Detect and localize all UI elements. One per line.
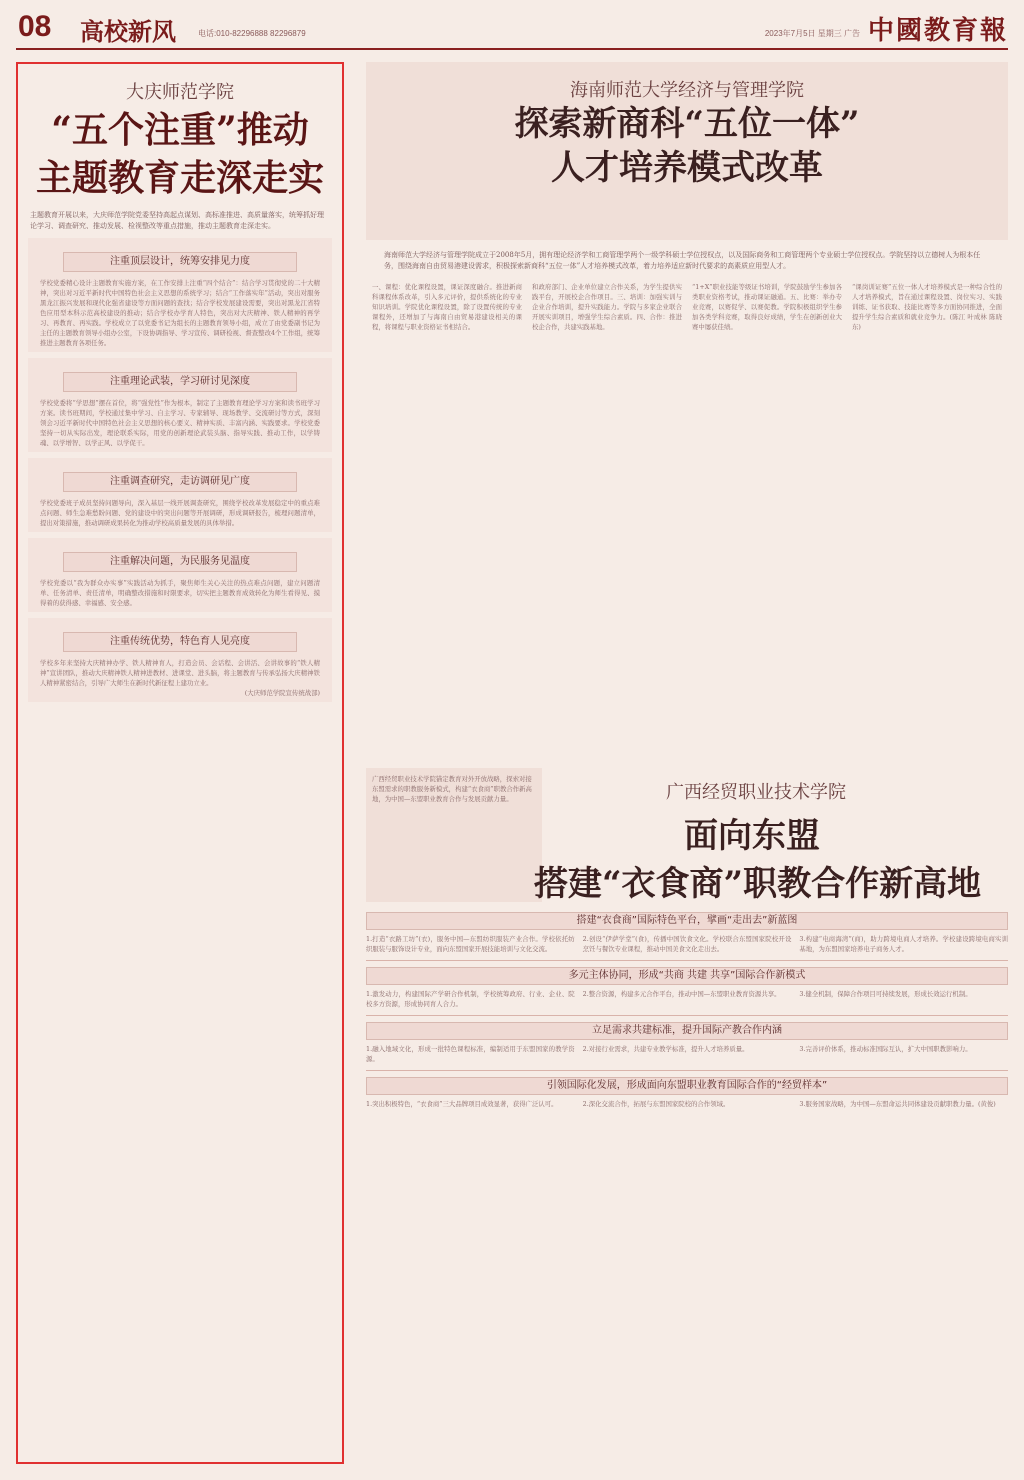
section-heading: 注重传统优势，特色育人见亮度 <box>63 632 297 652</box>
right-top-lede: 海南师范大学经济与管理学院成立于2008年5月，拥有理论经济学和工商管理学两个一级学科硕士学位授权点，以及国际商务和工商管理两个专业硕士学位授权点。学院坚持以立德树人为根本任务，围绕海南自由贸易港建设需求，积极探索新商科“五位一体”人才培养模式改革，着力培养适应新时代要求的高素质应用型人才。 <box>384 251 981 270</box>
intro-box: 广西经贸职业技术学院锚定教育对外开放战略，探索对接东盟需求的职教服务新模式，构建“衣食商”职教合作新高地，为中国—东盟职业教育合作与发展贡献力量。 <box>366 768 542 902</box>
article-column: “课岗训证赛”五位一体人才培养模式是一种综合性的人才培养模式，旨在通过课程设置、岗位实习、实践训练、证书获取、技能比赛等多方面协同推进，全面提升学生综合素质和就业竞争力。(陈江 叶成林 陈晓东) <box>852 283 1002 331</box>
subsection-2 <box>366 989 1008 1009</box>
section-heading: 注重解决问题，为民服务见温度 <box>63 552 297 572</box>
right-top-headline-line1: 探索新商科“五位一体” <box>514 104 860 144</box>
article-column: 和政府部门、企业单位建立合作关系，为学生提供实践平台，开展校企合作项目。三、培训：加强实训与企业合作培训，提升实践能力。学院与多家企业联合开展实训项目，增强学生综合素质。四、合作：推进校企合作，共建实践基地。 <box>532 283 682 331</box>
text-block: 2.整合资源，构建多元合作平台，推动中国—东盟职业教育资源共享。 <box>582 990 781 998</box>
left-section-2 <box>28 358 332 452</box>
contact-phone: 电话:010-82296888 82296879 <box>198 29 306 38</box>
subsection-bar-2: 多元主体协同，形成“共商 共建 共享”国际合作新模式 <box>366 967 1008 985</box>
left-section-4 <box>28 538 332 612</box>
right-bottom-headline-line1: 面向东盟 <box>684 816 820 856</box>
text-block: 2.创设“伊萨学堂”(食)，传播中国饮食文化。学校联合东盟国家院校开设烹饪与餐饮专业课程，推动中国美食文化走出去。 <box>582 935 792 953</box>
left-headline-line2: 主题教育走深走实 <box>35 157 324 199</box>
section-body: 学校多年来坚持大庆精神办学、铁人精神育人，打造会员、会话程、会讲活、会讲故事的“铁人精神”宣讲团队，推动大庆精神铁人精神进教材、进课堂、进头脑，将主题教育与传承弘扬大庆精神铁人精神紧密结合，引导广大师生在新时代新征程上建功立业。 <box>40 659 320 687</box>
page-header <box>16 10 1008 44</box>
left-headline-line1: “五个注重”推动 <box>51 109 309 151</box>
subsection-1 <box>366 934 1008 954</box>
subsection-bar-1: 搭建“衣食商”国际特色平台，擘画“走出去”新蓝图 <box>366 912 1008 930</box>
issue-date: 2023年7月5日 星期三 广告 <box>764 29 860 38</box>
left-byline: (大庆师范学院宣传统战部) <box>244 689 320 697</box>
right-top-school-name: 海南师范大学经济与管理学院 <box>570 80 804 101</box>
article-column: 一、课程：优化课程设置，课证深度融合。推进新商科课程体系改革，引入多元评价，提供系统化的专业知识培训。学院优化课程设置，除了设置传统的专业课程外，还增加了与海南自由贸易港建设相关的课程，将课程与职业资格证书相结合。 <box>372 283 522 331</box>
section-title: 高校新风 <box>80 18 176 46</box>
section-heading: 注重理论武装，学习研讨见深度 <box>63 372 297 392</box>
right-top-header <box>366 62 1008 240</box>
section-body: 学校党委将“学思想”摆在首位，将“强党性”作为根本，制定了主题教育理论学习方案和读书班学习方案。读书班期间，学校通过集中学习、自主学习、专家辅导、现场教学、交流研讨等方式，深刻领会习近平新时代中国特色社会主义思想的核心要义、精神实质、丰富内涵、实践要求。学校党委坚持一切从实际出发，理论联系实际，用党的创新理论武装头脑、指导实践、推动工作，以学铸魂、以学增智、以学正风、以学促干。 <box>40 399 320 447</box>
right-bottom-header <box>366 768 1008 908</box>
right-bottom-headline-line2: 搭建“衣食商”职教合作新高地 <box>534 864 982 904</box>
left-lede: 主题教育开展以来，大庆师范学院党委坚持高起点谋划、高标准推进、高质量落实，统筹抓好理论学习、调查研究、推动发展、检视整改等重点措施，推动主题教育走深走实。 <box>30 211 324 230</box>
text-block: 3.完善评价体系，推动标准国际互认，扩大中国职教影响力。 <box>799 1045 972 1053</box>
divider <box>366 1070 1008 1071</box>
page-number: 08 <box>18 10 52 43</box>
section-body: 学校党委以“我为群众办实事”实践活动为抓手，聚焦师生关心关注的热点难点问题，建立问题清单、任务清单、责任清单，明确整改措施和时限要求，切实把主题教育成效转化为师生看得见、摸得着的获得感、幸福感、安全感。 <box>40 579 320 607</box>
text-block: 1.融入地域文化，形成一批特色课程标准，编制适用于东盟国家的教学资源。 <box>366 1045 575 1063</box>
left-section-3 <box>28 458 332 532</box>
right-bottom-school-name: 广西经贸职业技术学院 <box>666 782 846 803</box>
divider <box>366 1015 1008 1016</box>
left-section-1 <box>28 238 332 352</box>
subsection-4 <box>366 1099 1008 1109</box>
right-top-headline-line2: 人才培养模式改革 <box>551 148 823 188</box>
section-heading: 注重顶层设计，统筹安排见力度 <box>63 252 297 272</box>
section-body: 学校党委班子成员坚持问题导向，深入基层一线开展调查研究，围绕学校改革发展稳定中的重点难点问题、师生急难愁盼问题、党的建设中的突出问题等开展调研，形成调研报告，梳理问题清单，提出对策措施，推动调研成果转化为推动学校高质量发展的具体举措。 <box>40 499 320 527</box>
left-school-name: 大庆师范学院 <box>126 82 234 103</box>
text-block: 1.打造“衣路工坊”(衣)，服务中国—东盟纺织服装产业合作。学校依托纺织服装与服饰设计专业，面向东盟国家开展技能培训与文化交流。 <box>366 935 575 953</box>
subsection-3 <box>366 1044 1008 1064</box>
text-block: 1.激发动力，构建国际产学研合作机制，学校统筹政府、行业、企业、院校多方资源，形成协同育人合力。 <box>366 990 575 1008</box>
subsection-bar-3: 立足需求共建标准，提升国际产教合作内涵 <box>366 1022 1008 1040</box>
text-block: 2.对接行业需求，共建专业教学标准，提升人才培养质量。 <box>582 1045 749 1053</box>
article-column: “1+X”职业技能等级证书培训，学院鼓励学生参加各类职业资格考试，推动课证融通。五、比赛：举办专业竞赛，以赛促学、以赛促教。学院积极组织学生参加各类学科竞赛，取得良好成绩，学生在创新创业大赛中屡获佳绩。 <box>692 283 842 331</box>
divider <box>366 960 1008 961</box>
section-heading: 注重调查研究，走访调研见广度 <box>63 472 297 492</box>
left-section-5 <box>28 618 332 702</box>
text-block: 3.构建“电商海湾”(商)，助力跨境电商人才培养。学校建设跨境电商实训基地，为东盟国家培养电子商务人才。 <box>799 935 1008 953</box>
right-top-article <box>366 62 1008 760</box>
text-block: 3.服务国家战略，为中国—东盟命运共同体建设贡献职教力量。(黄俊) <box>799 1100 996 1108</box>
right-top-columns <box>372 282 1002 332</box>
section-body: 学校党委精心设计主题教育实施方案，在工作安排上注重“四个结合”：结合学习贯彻党的二十大精神，突出对习近平新时代中国特色社会主义思想的系统学习；结合“工作落实年”活动，突出对服务黑龙江振兴发展和现代化强省建设等方面问题的查找；结合学校发展建设需要，突出对黑龙江省特色应用型本科示范高校建设的推动；结合学校办学育人特色，突出对大庆精神、铁人精神的再学习、再教育、再实践。学校成立了以党委书记为组长的主题教育领导小组，成立了由党委副书记为主任的主题教育领导小组办公室，下设协调指导、学习宣传、调研检视、督查整改4个工作组，统筹推进主题教育各项任务。 <box>40 279 320 347</box>
subsection-bar-4: 引领国际化发展，形成面向东盟职业教育国际合作的“经贸样本” <box>366 1077 1008 1095</box>
left-article <box>16 62 344 1464</box>
right-bottom-article <box>366 768 1008 1464</box>
header-rule <box>16 48 1008 50</box>
newspaper-logo: 中國教育報 <box>867 16 1008 46</box>
text-block: 1.突出积极特色，“衣食商”三大品牌项目成效显著，获得广泛认可。 <box>366 1100 558 1108</box>
text-block: 3.健全机制，保障合作项目可持续发展，形成长效运行机制。 <box>799 990 972 998</box>
text-block: 2.深化交流合作，拓展与东盟国家院校的合作领域。 <box>582 1100 730 1108</box>
